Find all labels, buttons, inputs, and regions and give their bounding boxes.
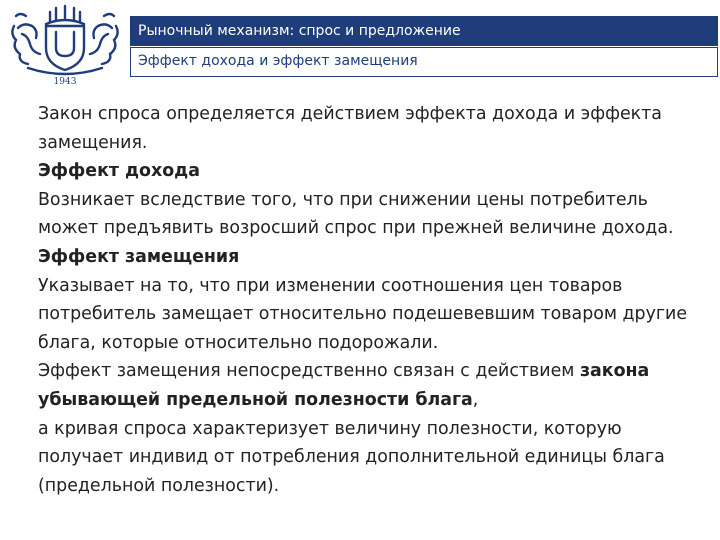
- slide-title: Рыночный механизм: спрос и предложение: [130, 16, 718, 46]
- slide-subtitle: Эффект дохода и эффект замещения: [130, 47, 718, 77]
- university-logo: [6, 4, 124, 86]
- paragraph-substitution-effect: Указывает на то, что при изменении соотношения цен товаров потребитель замещает относительно подешевевшим товаром другие блага, которые относительно подорожали.: [38, 275, 688, 353]
- heading-income-effect: Эффект дохода: [38, 161, 200, 182]
- svg-text:1943: 1943: [53, 77, 77, 86]
- paragraph-marginal-utility-end: ,: [472, 389, 479, 410]
- heading-substitution-effect: Эффект замещения: [38, 246, 240, 267]
- paragraph-marginal-utility-start: Эффект замещения непосредственно связан с действием: [38, 361, 580, 382]
- paragraph-income-effect: Возникает вследствие того, что при снижении цены потребитель может предъявить возросший спрос при прежней величине дохода.: [38, 189, 674, 239]
- paragraph-marginal-utility: [38, 357, 710, 414]
- paragraph-demand-curve: а кривая спроса характеризует величину полезности, которую получает индивид от потребления дополнительной единицы блага (предельной полезности).: [38, 418, 665, 496]
- slide-body: [38, 100, 710, 500]
- university-emblem-icon: [6, 4, 124, 86]
- law-diminishing-utility: закона убывающей предельной полезности блага: [38, 361, 650, 410]
- paragraph-intro: Закон спроса определяется действием эффекта дохода и эффекта замещения.: [38, 104, 662, 153]
